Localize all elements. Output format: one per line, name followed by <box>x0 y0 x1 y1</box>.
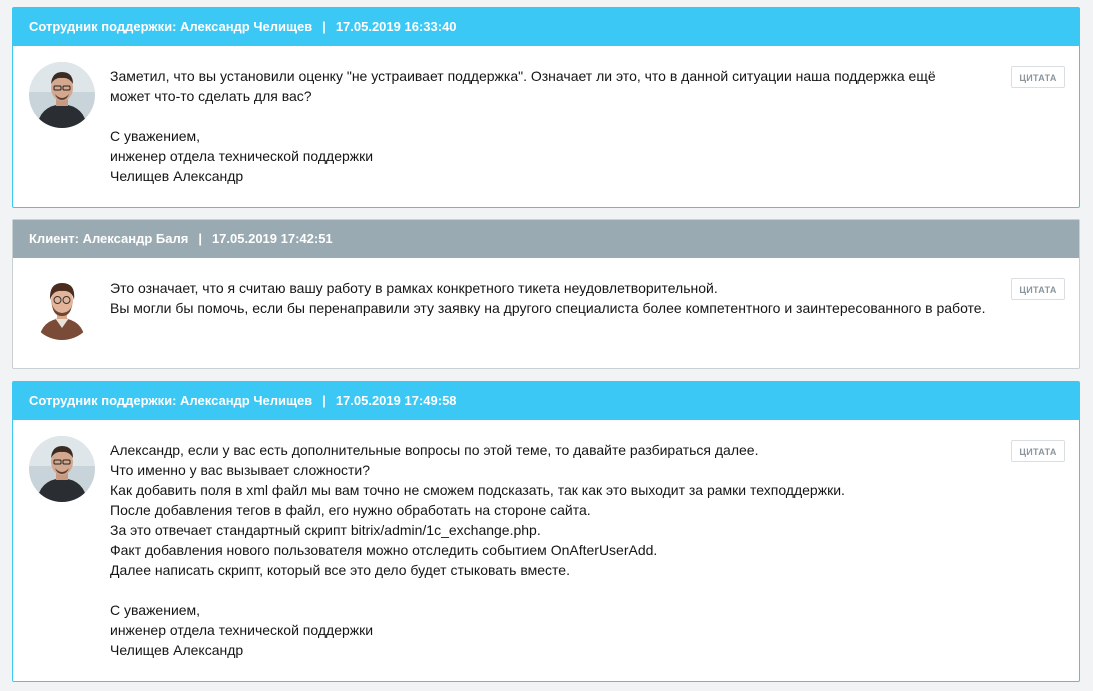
message-datetime: 17.05.2019 17:49:58 <box>335 393 457 408</box>
message-line: Челищев Александр <box>110 168 244 184</box>
message-line: Вы могли бы помочь, если бы перенаправили эту заявку на другого специалиста более компетентного и заинтересованного в работе. <box>110 300 986 316</box>
header-separator: | <box>322 19 326 34</box>
message-header <box>13 8 1079 46</box>
message-line: После добавления тегов в файл, его нужно обработать на стороне сайта. <box>110 502 591 518</box>
message-card <box>12 381 1080 682</box>
message-text <box>110 440 990 660</box>
message-text <box>110 66 990 186</box>
quote-button[interactable]: ЦИТАТА <box>1011 66 1065 88</box>
message-line: С уважением, <box>110 602 201 618</box>
message-line: Факт добавления нового пользователя можно отследить событием OnAfterUserAdd. <box>110 542 658 558</box>
message-line: инженер отдела технической поддержки <box>110 622 374 638</box>
header-separator: | <box>198 231 202 246</box>
message-card <box>12 219 1080 369</box>
message-card <box>12 7 1080 208</box>
message-line: Далее написать скрипт, который все это дело будет стыковать вместе. <box>110 562 570 578</box>
quote-button[interactable]: ЦИТАТА <box>1011 440 1065 462</box>
message-line <box>110 580 990 600</box>
message-line: Это означает, что я считаю вашу работу в рамках конкретного тикета неудовлетворительной. <box>110 280 718 296</box>
header-separator: | <box>322 393 326 408</box>
avatar[interactable] <box>29 274 95 340</box>
message-line <box>110 106 990 126</box>
message-datetime: 17.05.2019 16:33:40 <box>335 19 457 34</box>
message-line: За это отвечает стандартный скрипт bitrix/admin/1c_exchange.php. <box>110 522 541 538</box>
message-author: Сотрудник поддержки: Александр Челищев <box>29 393 313 408</box>
message-line: Что именно у вас вызывает сложности? <box>110 462 371 478</box>
message-line: С уважением, <box>110 128 201 144</box>
message-line: может что-то сделать для вас? <box>110 88 312 104</box>
avatar[interactable] <box>29 436 95 502</box>
message-author: Клиент: Александр Баля <box>29 231 189 246</box>
quote-button[interactable]: ЦИТАТА <box>1011 278 1065 300</box>
message-line: Александр, если у вас есть дополнительные вопросы по этой теме, то давайте разбираться далее. <box>110 442 759 458</box>
message-header <box>13 382 1079 420</box>
message-line: Заметил, что вы установили оценку "не устраивает поддержка". Означает ли это, что в данной ситуации наша поддержка ещё <box>110 68 936 84</box>
message-line: инженер отдела технической поддержки <box>110 148 374 164</box>
message-text <box>110 278 990 318</box>
message-line: Челищев Александр <box>110 642 244 658</box>
message-author: Сотрудник поддержки: Александр Челищев <box>29 19 313 34</box>
avatar[interactable] <box>29 62 95 128</box>
message-datetime: 17.05.2019 17:42:51 <box>211 231 333 246</box>
message-line: Как добавить поля в xml файл мы вам точно не сможем подсказать, так как это выходит за рамки техподдержки. <box>110 482 845 498</box>
message-header <box>13 220 1079 258</box>
